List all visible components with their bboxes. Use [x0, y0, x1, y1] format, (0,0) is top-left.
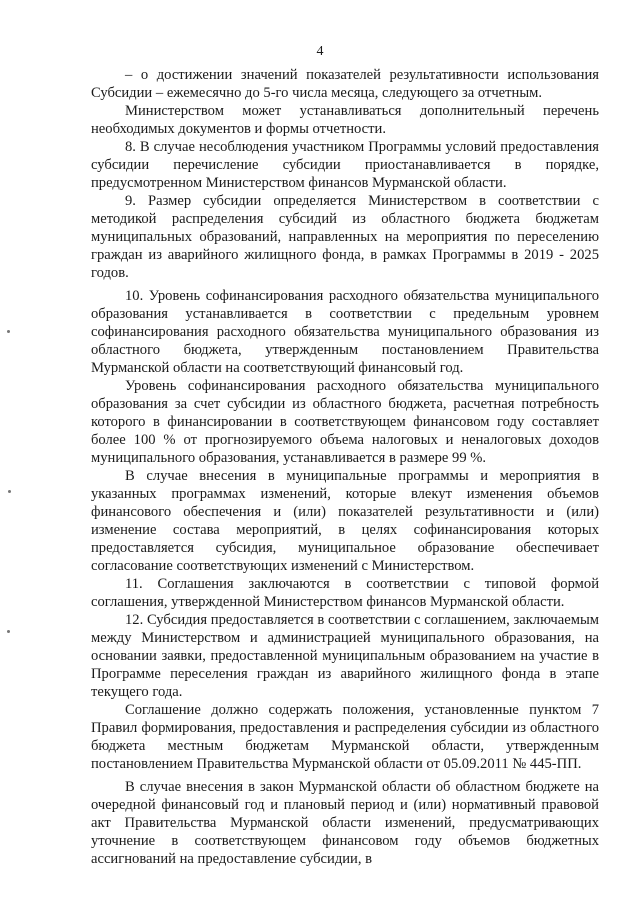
page-number: 4: [316, 44, 324, 59]
paragraph-clause-8: 8. В случае несоблюдения участником Программы условий предоставления субсидии перечисление субсидии приостанавливается в порядке, предусмотренном Министерством финансов Мурманской области.: [91, 139, 599, 191]
paragraph-program-changes: В случае внесения в муниципальные программы и мероприятия в указанных программах изменений, которые влекут изменения объемов финансового обеспечения и (или) показателей результативности и (или) изменение состава мероприятий, в целях софинансирования которых предоставляется субсидия, муниципальное образование обеспечивает согласование соответствующих изменений с Министерством.: [91, 468, 599, 574]
paragraph-reporting-deadline: – о достижении значений показателей результативности использования Субсидии – ежемесячно до 5-го числа месяца, следующего за отчетным.: [91, 67, 599, 101]
paragraph-clause-10: 10. Уровень софинансирования расходного обязательства муниципального образования устанавливается в соответствии с предельным уровнем софинансирования расходного обязательства муниципального образования из областного бюджета, утвержденным постановлением Правительства Мурманской области на соответствующий финансовый год.: [91, 288, 599, 376]
scan-speck: [8, 490, 11, 493]
scan-speck: [7, 330, 10, 333]
paragraph-budget-law-changes: В случае внесения в закон Мурманской области об областном бюджете на очередной финансовый год и плановый период и (или) нормативный правовой акт Правительства Мурманской области изменений, предусматривающих уточнение в соответствующем финансовом году объемов бюджетных ассигнований на предоставление субсидии, в: [91, 779, 599, 867]
paragraph-additional-documents: Министерством может устанавливаться дополнительный перечень необходимых документов и формы отчетности.: [91, 103, 599, 137]
paragraph-clause-12: 12. Субсидия предоставляется в соответствии с соглашением, заключаемым между Министерством и администрацией муниципального образования, на основании заявки, предоставленной муниципальным образованием на участие в Программе переселения граждан из аварийного жилищного фонда в этапе текущего года.: [91, 612, 599, 700]
document-body: [91, 66, 599, 868]
paragraph-cofinancing-level: Уровень софинансирования расходного обязательства муниципального образования за счет субсидии из областного бюджета, расчетная потребность которого в финансировании в соответствующем финансовом году составляет более 100 % от прогнозируемого объема налоговых и неналоговых доходов муниципального образования, устанавливается в размере 99 %.: [91, 378, 599, 466]
paragraph-agreement-provisions: Соглашение должно содержать положения, установленные пунктом 7 Правил формирования, предоставления и распределения субсидии из областного бюджета местным бюджетам Мурманской области, утвержденным постановлением Правительства Мурманской области от 05.09.2011 № 445-ПП.: [91, 702, 599, 772]
scan-speck: [7, 630, 10, 633]
paragraph-clause-11: 11. Соглашения заключаются в соответствии с типовой формой соглашения, утвержденной Министерством финансов Мурманской области.: [91, 576, 599, 610]
paragraph-clause-9: 9. Размер субсидии определяется Министерством в соответствии с методикой распределения субсидий из областного бюджета бюджетам муниципальных образований, направленных на мероприятия по переселению граждан из аварийного жилищного фонда, в рамках Программы в 2019 - 2025 годов.: [91, 193, 599, 281]
